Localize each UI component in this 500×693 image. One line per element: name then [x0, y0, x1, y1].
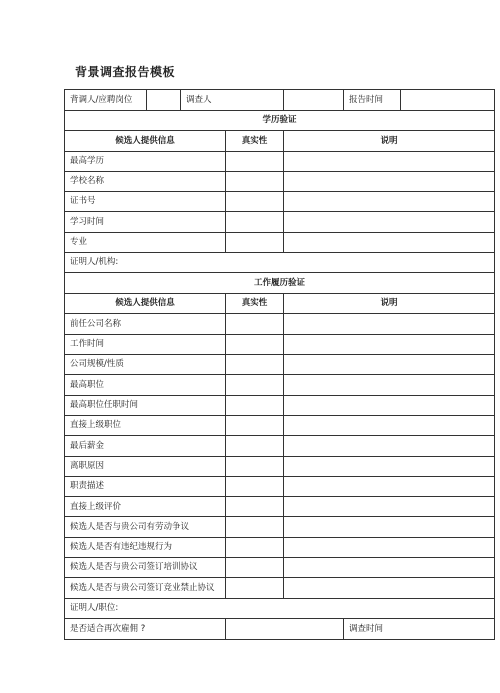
table-row [65, 517, 495, 537]
truth-cell[interactable] [226, 436, 284, 456]
table-row [65, 395, 495, 415]
report-time-field[interactable] [401, 90, 495, 111]
note-cell[interactable] [284, 171, 495, 191]
note-cell[interactable] [284, 395, 495, 415]
truth-cell[interactable] [226, 517, 284, 537]
table-row [65, 212, 495, 232]
row-item-label: 候选人是否与贵公司有劳动争议 [65, 517, 226, 537]
work-rows [65, 314, 495, 598]
row-item-label: 直接上级评价 [65, 497, 226, 517]
note-cell[interactable] [284, 578, 495, 598]
survey-time-label: 调查时间 [344, 619, 495, 640]
table-row [65, 537, 495, 557]
note-cell[interactable] [284, 558, 495, 578]
truth-cell[interactable] [226, 212, 284, 232]
truth-cell[interactable] [226, 395, 284, 415]
table-row [65, 192, 495, 212]
note-cell[interactable] [284, 334, 495, 354]
note-cell[interactable] [284, 232, 495, 252]
table-row [65, 355, 495, 375]
truth-cell[interactable] [226, 334, 284, 354]
row-item-label: 最后薪金 [65, 436, 226, 456]
table-row [65, 171, 495, 191]
note-cell[interactable] [284, 436, 495, 456]
work-col-note: 说明 [284, 293, 495, 314]
investigator-label: 调查人 [181, 90, 284, 111]
row-item-label: 学校名称 [65, 171, 226, 191]
table-row [65, 476, 495, 496]
truth-cell[interactable] [226, 192, 284, 212]
row-item-label: 候选人是否有违纪违规行为 [65, 537, 226, 557]
work-col-info: 候选人提供信息 [65, 293, 226, 314]
table-row [65, 334, 495, 354]
note-cell[interactable] [284, 517, 495, 537]
truth-cell[interactable] [226, 232, 284, 252]
table-row [65, 436, 495, 456]
note-cell[interactable] [284, 476, 495, 496]
row-item-label: 候选人是否与贵公司签订竞业禁止协议 [65, 578, 226, 598]
note-cell[interactable] [284, 314, 495, 334]
truth-cell[interactable] [226, 537, 284, 557]
note-cell[interactable] [284, 497, 495, 517]
candidate-position-label: 背调人/应聘岗位 [65, 90, 147, 111]
table-row [65, 375, 495, 395]
row-item-label: 前任公司名称 [65, 314, 226, 334]
work-col-truth: 真实性 [226, 293, 284, 314]
note-cell[interactable] [284, 212, 495, 232]
work-witness-label: 证明人/职位: [65, 598, 495, 619]
row-item-label: 职责描述 [65, 476, 226, 496]
table-row [65, 456, 495, 476]
note-cell[interactable] [284, 151, 495, 171]
row-item-label: 专业 [65, 232, 226, 252]
truth-cell[interactable] [226, 456, 284, 476]
note-cell[interactable] [284, 415, 495, 435]
footer-row [65, 619, 495, 640]
table-row [65, 232, 495, 252]
header-row [65, 90, 495, 111]
note-cell[interactable] [284, 537, 495, 557]
note-cell[interactable] [284, 375, 495, 395]
row-item-label: 离职原因 [65, 456, 226, 476]
note-cell[interactable] [284, 456, 495, 476]
truth-cell[interactable] [226, 578, 284, 598]
truth-cell[interactable] [226, 476, 284, 496]
table-row [65, 497, 495, 517]
truth-cell[interactable] [226, 558, 284, 578]
background-check-table [64, 89, 495, 640]
row-item-label: 最高职位任职时间 [65, 395, 226, 415]
work-section-title: 工作履历验证 [65, 273, 495, 294]
row-item-label: 候选人是否与贵公司签订培训协议 [65, 558, 226, 578]
education-rows [65, 151, 495, 252]
table-row [65, 558, 495, 578]
education-col-note: 说明 [284, 131, 495, 152]
truth-cell[interactable] [226, 314, 284, 334]
education-section-title: 学历验证 [65, 110, 495, 131]
education-col-info: 候选人提供信息 [65, 131, 226, 152]
rehire-field[interactable] [226, 619, 344, 640]
truth-cell[interactable] [226, 415, 284, 435]
note-cell[interactable] [284, 355, 495, 375]
row-item-label: 最高职位 [65, 375, 226, 395]
report-time-label: 报告时间 [344, 90, 401, 111]
row-item-label: 最高学历 [65, 151, 226, 171]
table-row [65, 151, 495, 171]
truth-cell[interactable] [226, 355, 284, 375]
table-row [65, 314, 495, 334]
work-column-headers [65, 293, 495, 314]
education-column-headers [65, 131, 495, 152]
truth-cell[interactable] [226, 171, 284, 191]
row-item-label: 工作时间 [65, 334, 226, 354]
table-row [65, 578, 495, 598]
document-title: 背景调查报告模板 [75, 65, 176, 79]
row-item-label: 学习时间 [65, 212, 226, 232]
investigator-field[interactable] [284, 90, 344, 111]
education-witness-label: 证明人/机构: [65, 252, 495, 273]
truth-cell[interactable] [226, 375, 284, 395]
note-cell[interactable] [284, 192, 495, 212]
row-item-label: 直接上级职位 [65, 415, 226, 435]
truth-cell[interactable] [226, 151, 284, 171]
row-item-label: 证书号 [65, 192, 226, 212]
education-col-truth: 真实性 [226, 131, 284, 152]
row-item-label: 公司规模/性质 [65, 355, 226, 375]
rehire-label: 是否适合再次雇佣 ? [65, 619, 226, 640]
candidate-position-field[interactable] [147, 90, 181, 111]
truth-cell[interactable] [226, 497, 284, 517]
table-row [65, 415, 495, 435]
